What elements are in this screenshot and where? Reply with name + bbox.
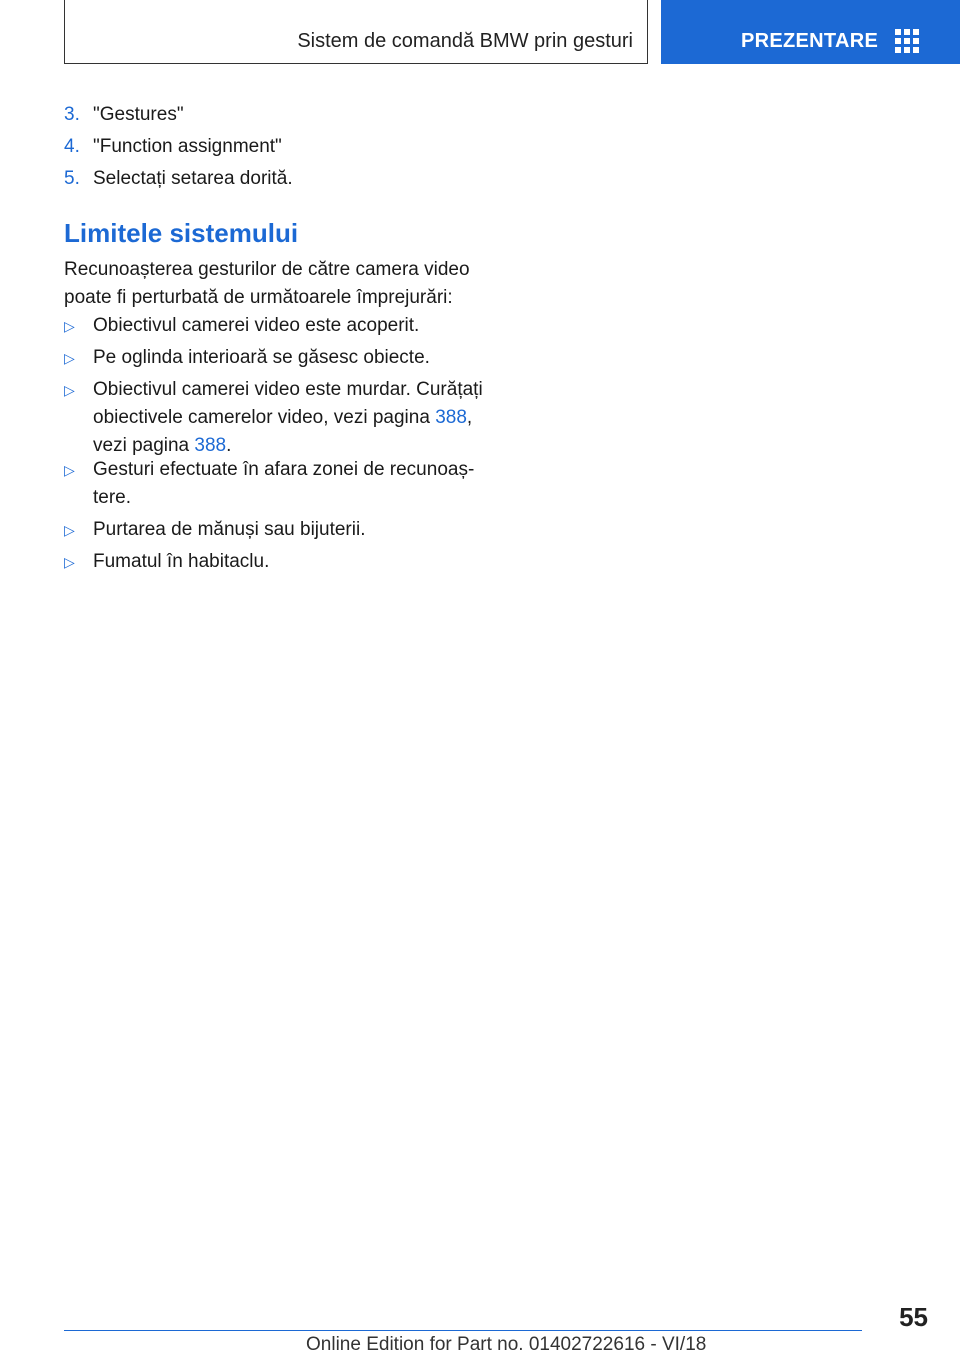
step-item	[64, 168, 293, 190]
triangle-bullet-icon: ▷	[64, 554, 75, 570]
tab-prezentare[interactable]	[661, 0, 960, 64]
step-text: "Gestures"	[93, 104, 184, 125]
triangle-bullet-icon: ▷	[64, 522, 75, 538]
step-text: "Function assignment"	[93, 136, 282, 157]
chapter-title: Sistem de comandă BMW prin gesturi	[297, 30, 633, 52]
footer-divider	[64, 1330, 862, 1331]
step-item	[64, 104, 184, 126]
step-item	[64, 136, 282, 158]
triangle-bullet-icon: ▷	[64, 350, 75, 366]
list-item-text: Purtarea de mănuși sau bijuterii.	[93, 519, 366, 540]
list-item-text: Gesturi efectuate în afara zonei de recunoaștere.	[93, 459, 475, 508]
list-item-text: Fumatul în habitaclu.	[93, 551, 270, 572]
list-item-text: Pe oglinda interioară se găsesc obiecte.	[93, 347, 430, 368]
section-intro: Recunoașterea gesturilor de către camera video poate fi perturbată de următoarele împrejurări:	[64, 259, 470, 308]
step-number: 5.	[64, 168, 80, 189]
step-text: Selectați setarea dorită.	[93, 168, 293, 189]
page-number: 55	[899, 1302, 928, 1332]
section-title: Limitele sistemului	[64, 218, 299, 248]
list-item-text: Obiectivul camerei video este murdar. Curățați obiectivele camerelor video, vezi pagina 388, vezi pagina 388.	[93, 379, 483, 456]
triangle-bullet-icon: ▷	[64, 462, 75, 478]
triangle-bullet-icon: ▷	[64, 382, 75, 398]
triangle-bullet-icon: ▷	[64, 318, 75, 334]
page-link[interactable]: 388	[435, 407, 467, 428]
list-item-text: Obiectivul camerei video este acoperit.	[93, 315, 420, 336]
step-number: 3.	[64, 104, 80, 125]
tab-label: PREZENTARE	[741, 30, 879, 52]
header-box	[64, 0, 648, 64]
step-number: 4.	[64, 136, 80, 157]
page-link[interactable]: 388	[194, 435, 227, 456]
grid-icon[interactable]	[895, 29, 921, 53]
edition-text: Online Edition for Part no. 01402722616 - VI/18	[306, 1334, 707, 1355]
